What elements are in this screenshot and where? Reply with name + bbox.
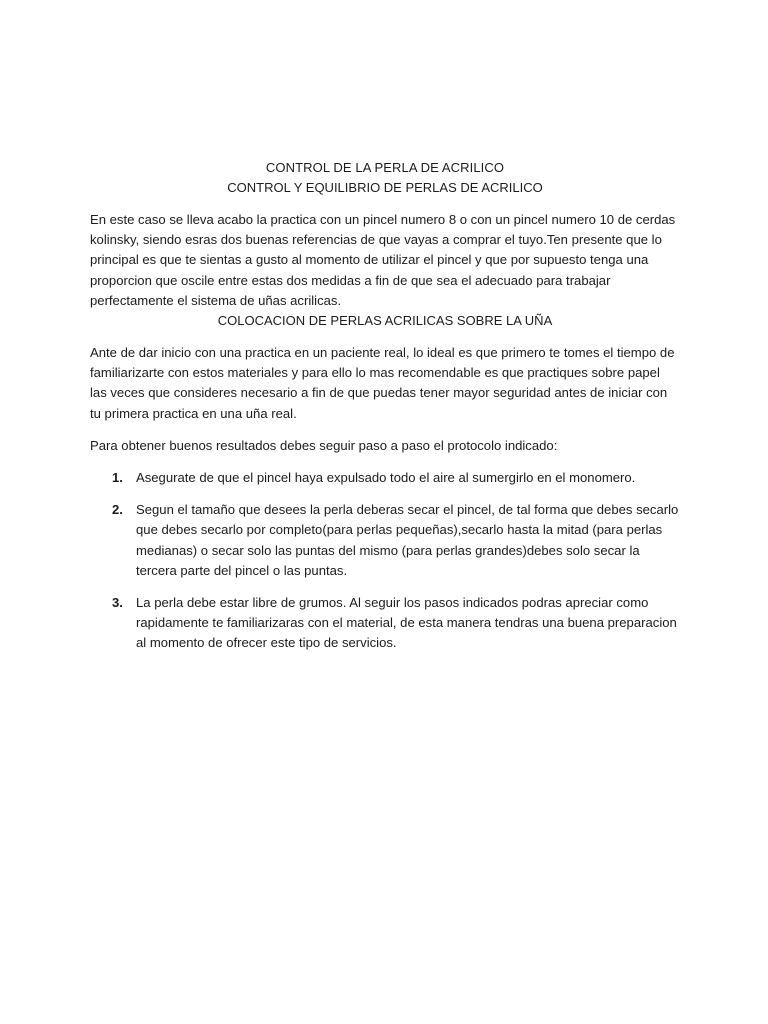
list-item-text: Asegurate de que el pincel haya expulsado todo el aire al sumergirlo en el monomero. (136, 470, 636, 486)
list-item-text: La perla debe estar libre de grumos. Al seguir los pasos indicados podras apreciar como rapidamente te familiarizaras con el material, de esta manera tendras una buena preparacion al momento de ofrecer este tipo de servicios. (136, 595, 677, 651)
list-item-text: Segun el tamaño que desees la perla deberas secar el pincel, de tal forma que debes secarlo que debes secarlo por completo(para perlas pequeñas),secarlo hasta la mitad (para perlas medianas) o secar solo las puntas del mismo (para perlas grandes)debes solo secar la tercera parte del pincel o las puntas. (136, 502, 679, 578)
list-item-number: 2. (112, 502, 123, 518)
list-item-number: 1. (112, 470, 123, 486)
list-item-number: 3. (112, 595, 123, 611)
section-heading-colocacion: COLOCACION DE PERLAS ACRILICAS SOBRE LA UÑA (217, 313, 553, 329)
list-item (90, 593, 680, 654)
document-title: CONTROL DE LA PERLA DE ACRILICO (265, 160, 505, 175)
steps-intro: Para obtener buenos resultados debes seguir paso a paso el protocolo indicado: (90, 437, 558, 453)
section-paragraph-colocacion: Ante de dar inicio con una practica en un paciente real, lo ideal es que primero te tomes el tiempo de familiarizarte con estos materiales y para ello lo mas recomendable es que practiques sobre papel las veces que consideres necesario a fin de que puedas tener mayor seguridad antes de iniciar con tu primera practica en una uña real. (90, 345, 675, 421)
steps-list (90, 468, 680, 654)
list-item (90, 500, 680, 581)
section-paragraph-control: En este caso se lleva acabo la practica con un pincel numero 8 o con un pincel numero 10 de cerdas kolinsky, siendo esras dos buenas referencias de que vayas a comprar el tuyo.Ten presente que lo principal es que te sientas a gusto al momento de utilizar el pincel y que por supuesto tenga una proporcion que oscile entre estas dos medidas a fin de que sea el adecuado para trabajar perfectamente el sistema de uñas acrilicas. (90, 212, 676, 308)
document-body (90, 158, 680, 666)
section-heading-control: CONTROL Y EQUILIBRIO DE PERLAS DE ACRILICO (227, 180, 543, 195)
list-item (90, 468, 680, 488)
